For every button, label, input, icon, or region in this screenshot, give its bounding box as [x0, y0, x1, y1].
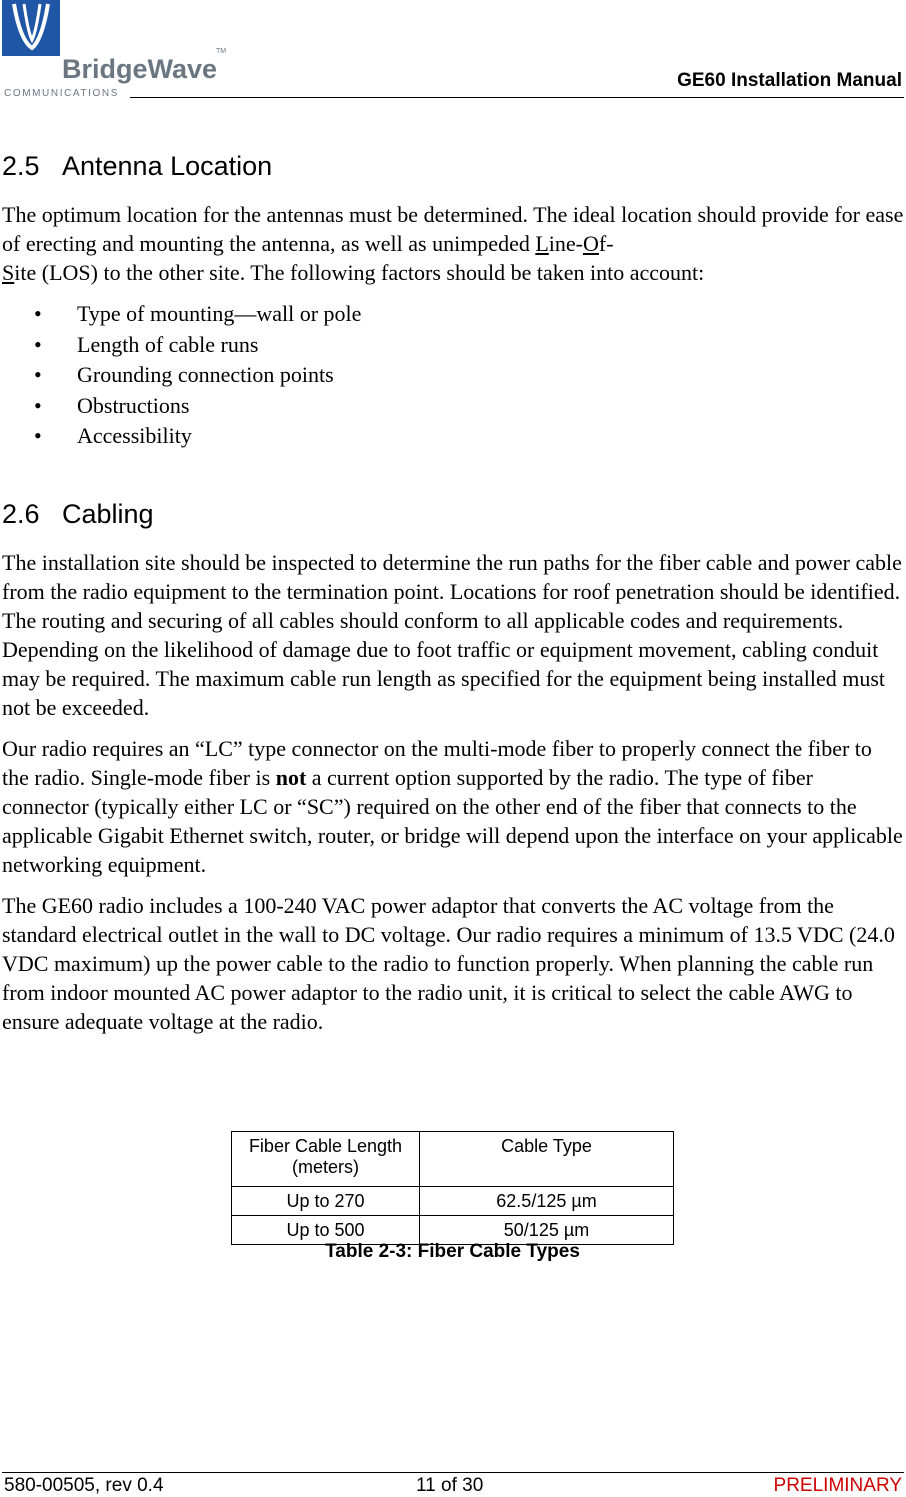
section-number: 2.5 — [2, 151, 40, 181]
header-divider — [130, 97, 904, 98]
table-cell: 62.5/125 µm — [420, 1187, 674, 1216]
table-row — [232, 1187, 674, 1216]
section-heading-cabling — [2, 498, 904, 530]
status-label: PRELIMINARY — [773, 1475, 902, 1496]
list-item: • Grounding connection points — [2, 360, 904, 391]
doc-number: 580-00505, rev 0.4 — [4, 1475, 164, 1496]
footer-divider — [2, 1472, 904, 1473]
bullet-icon: • — [34, 392, 42, 418]
column-header: Cable Type — [420, 1132, 674, 1187]
list-item: • Type of mounting—wall or pole — [2, 299, 904, 330]
bridgewave-logo — [2, 0, 232, 100]
fiber-cable-table — [231, 1131, 674, 1245]
logo-trademark: TM — [216, 48, 227, 55]
cabling-paragraph-3: The GE60 radio includes a 100-240 VAC power adaptor that converts the AC voltage from the standard electrical outlet in the wall to DC voltage. Our radio requires a minimum of 13.5 VDC (24.0 VDC maximum) up the power cable to the radio to function properly. When planning the cable run from indoor mounted AC power adaptor to the radio unit, it is critical to select the cable AWG to ensure adequate voltage at the radio. — [2, 892, 895, 1034]
table-cell: Up to 500 — [232, 1216, 420, 1245]
page-number: 11 of 30 — [416, 1475, 484, 1496]
fiber-cable-table-wrap — [231, 1131, 674, 1245]
list-item: • Length of cable runs — [2, 330, 904, 361]
cabling-paragraph-2: Our radio requires an “LC” type connector on the multi-mode fiber to properly connect the fiber to the radio. Single-mode fiber is not a current option supported by the radio. The type of fiber connector (typically either LC or “SC”) required on the other end of the fiber that connects to the applicable Gigabit Ethernet switch, router, or bridge will depend upon the interface on your applicable networking equipment. — [2, 735, 903, 877]
antenna-intro-paragraph: The optimum location for the antennas must be determined. The ideal location should provide for ease of erecting and mounting the antenna, as well as unimpeded Line-Of- Site (LOS) to the other site. The following factors should be taken into account: — [2, 202, 904, 285]
cabling-paragraph-1: The installation site should be inspected to determine the run paths for the fiber cable and power cable from the radio equipment to the termination point. Locations for roof penetration should be identified. The routing and securing of all cables should conform to all applicable codes and requirements. Depending on the likelihood of damage due to foot traffic or equipment movement, cabling conduit may be required. The maximum cable run length as specified for the equipment being installed must not be exceeded. — [2, 549, 902, 720]
factors-list — [2, 299, 904, 452]
logo-wordmark: BridgeWave — [62, 54, 218, 84]
list-item: • Accessibility — [2, 421, 904, 452]
section-title: Cabling — [62, 498, 154, 529]
column-header: Fiber Cable Length (meters) — [232, 1132, 420, 1187]
section-title: Antenna Location — [62, 151, 273, 181]
table-header-row — [232, 1132, 674, 1187]
logo-subtitle: COMMUNICATIONS — [4, 88, 119, 99]
list-item: • Obstructions — [2, 391, 904, 422]
bullet-icon: • — [34, 301, 42, 326]
table-cell: 50/125 µm — [420, 1216, 674, 1245]
bullet-icon: • — [34, 423, 42, 448]
section-heading-antenna-location — [2, 150, 904, 182]
bullet-icon: • — [34, 362, 42, 387]
page-content — [2, 140, 904, 1048]
manual-title: GE60 Installation Manual — [677, 70, 902, 91]
section-number: 2.6 — [2, 498, 40, 529]
bullet-icon: • — [34, 331, 42, 357]
table-cell: Up to 270 — [232, 1187, 420, 1216]
table-caption: Table 2-3: Fiber Cable Types — [325, 1241, 580, 1262]
